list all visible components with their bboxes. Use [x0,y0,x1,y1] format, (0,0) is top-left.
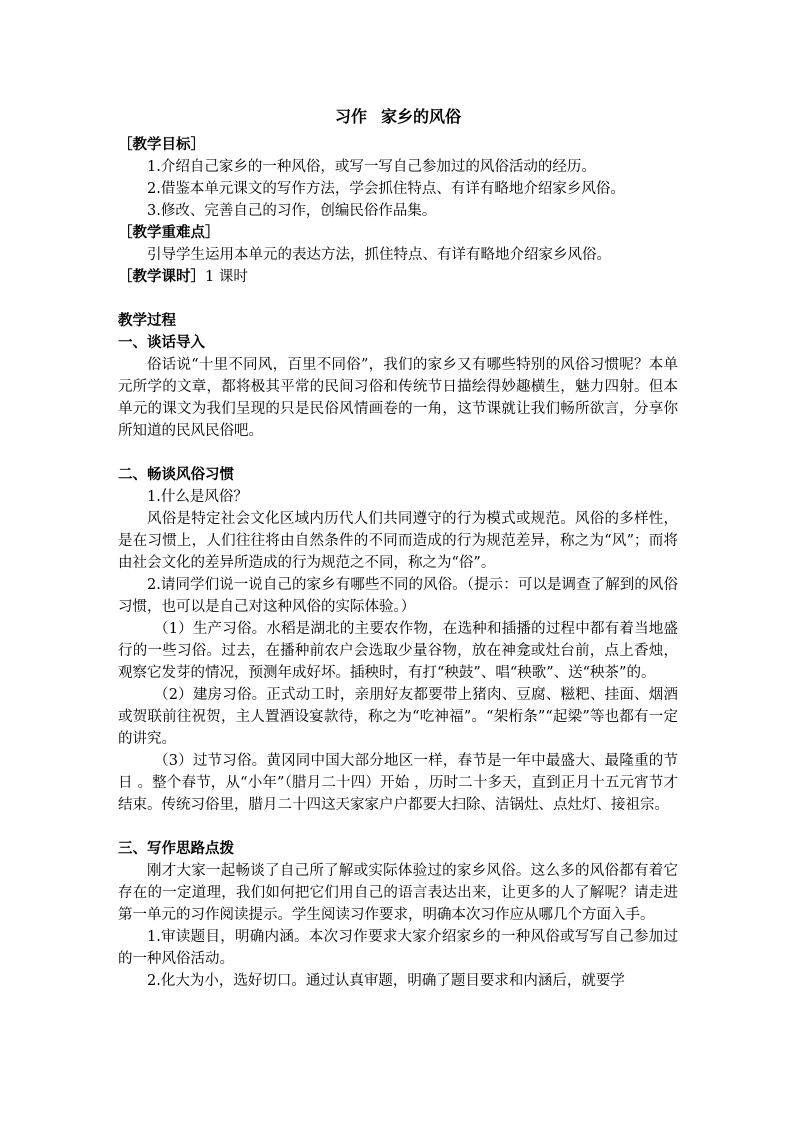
document-page [118,104,678,992]
hours-line [118,266,678,288]
title-left: 习作 [334,107,367,126]
section-1-heading: 一、谈话导入 [118,334,205,351]
title-right: 家乡的风俗 [381,107,462,126]
process-heading: 教学过程 [118,312,176,329]
section-2-question-1: 1.什么是风俗？ [147,489,248,505]
hours-heading: ［教学课时］ [118,268,205,285]
section-2-heading: 二、畅谈风俗习惯 [118,466,234,483]
section-3-point-1: 1.审读题目，明确内涵。本次习作要求大家介绍家乡的一种风俗或写写自己参加过的一种风俗活动。 [118,929,678,967]
section-1-paragraph: 俗话说“十里不同风，百里不同俗”，我们的家乡又有哪些特别的风俗习惯呢？本单元所学的文章，都将极其平常的民间习俗和传统节日描绘得妙趣横生，魅力四射。但本单元的课文为我们呈现的只是民俗风情画卷的一角，这节课就让我们畅所欲言，分享你所知道的民风民俗吧。 [118,357,678,439]
custom-production: （1）生产习俗。水稻是湖北的主要农作物，在选种和插播的过程中都有着当地盛行的一些习俗。过去，在播种前农户会选取少量谷物，放在神龛或灶台前，点上香烛，观察它发芽的情况，预测年成好坏。插秧时，有打“秧鼓”、唱“秧歌”、送“秧茶”的。 [118,621,678,681]
document-title [118,104,678,130]
section-2-question-2: 2.请同学们说一说自己的家乡有哪些不同的风俗。（提示：可以是调查了解到的风俗习惯，也可以是自己对这种风俗的实际体验。） [118,577,678,615]
custom-housebuilding: （2）建房习俗。正式动工时，亲朋好友都要带上猪肉、豆腐、糍粑、挂面、烟酒或贺联前往祝贺，主人置酒设宴款待，称之为“吃神福”。“架桁条”“起梁”等也都有一定的讲究。 [118,687,678,747]
section-2-definition: 风俗是特定社会文化区域内历代人们共同遵守的行为模式或规范。风俗的多样性，是在习惯上，人们往往将由自然条件的不同而造成的行为规范差异，称之为“风”；而将由社会文化的差异所造成的行为规范之不同，称之为“俗”。 [118,511,678,571]
section-3-point-2: 2.化大为小，选好切口。通过认真审题，明确了题目要求和内涵后，就要学 [147,973,625,989]
goal-item-3: 3.修改、完善自己的习作，创编民俗作品集。 [147,203,437,219]
goal-item-1: 1.介绍自己家乡的一种风俗，或写一写自己参加过的风俗活动的经历。 [147,159,596,175]
goal-item-2: 2.借鉴本单元课文的写作方法，学会抓住特点、有详有略地介绍家乡风俗。 [147,181,625,197]
custom-festival: （3）过节习俗。黄冈同中国大部分地区一样，春节是一年中最盛大、最隆重的节日 。整个春节，从“小年”（腊月二十四）开始 ，历时二十多天，直到正月十五元宵节才结束。传统习俗里，腊月二十四这天家家户户都要大扫除、洁锅灶、点灶灯、接祖宗。 [118,753,678,813]
difficulty-text: 引导学生运用本单元的表达方法，抓住特点、有详有略地介绍家乡风俗。 [147,247,611,263]
goals-heading: ［教学目标］ [118,136,205,153]
difficulty-heading: ［教学重难点］ [118,224,220,241]
section-3-paragraph: 刚才大家一起畅谈了自己所了解或实际体验过的家乡风俗。这么多的风俗都有着它存在的一定道理，我们如何把它们用自己的语言表达出来，让更多的人了解呢？请走进第一单元的习作阅读提示。学生阅读习作要求，明确本次习作应从哪几个方面入手。 [118,863,678,923]
hours-text: 1 课时 [205,269,248,285]
section-3-heading: 三、写作思路点拨 [118,840,234,857]
